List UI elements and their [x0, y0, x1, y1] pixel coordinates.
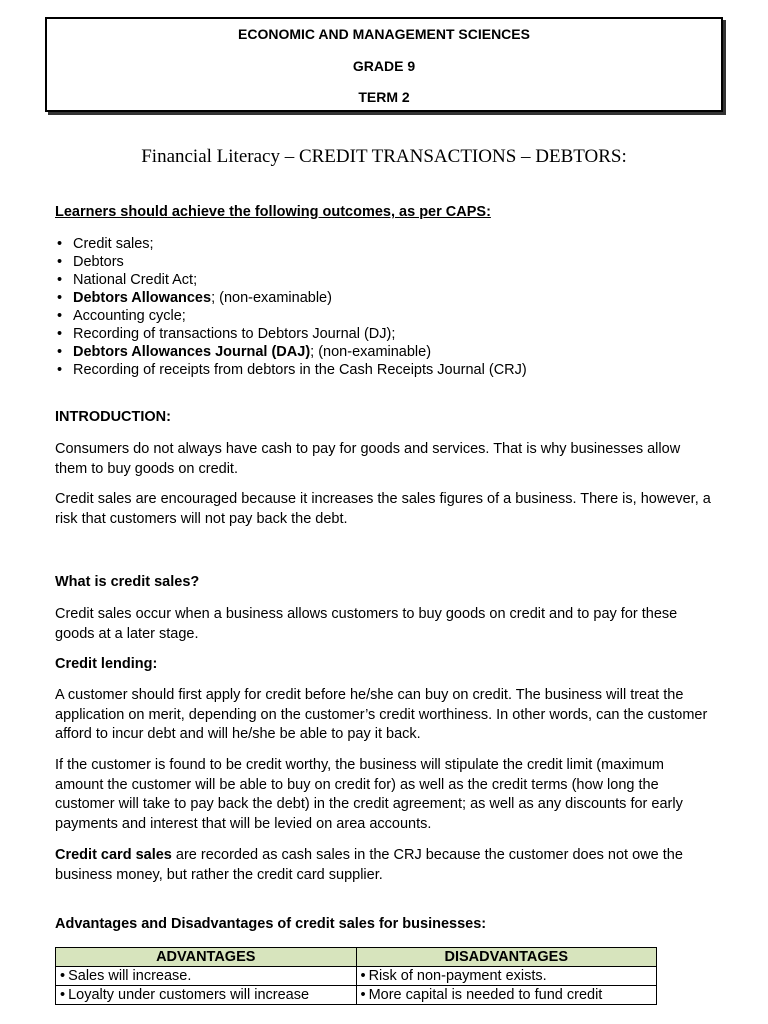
table-row: [56, 986, 657, 1005]
subject-heading: ECONOMIC AND MANAGEMENT SCIENCES: [238, 26, 530, 42]
outcome-item: • Recording of receipts from debtors in the Cash Receipts Journal (CRJ): [55, 361, 527, 379]
outcome-item: • Recording of transactions to Debtors Journal (DJ);: [55, 325, 527, 343]
introduction-paragraph-2: Credit sales are encouraged because it increases the sales figures of a business. There is, however, a risk that customers will not pay back the debt.: [55, 491, 711, 527]
outcome-item: • Accounting cycle;: [55, 307, 527, 325]
table-row: [56, 967, 657, 986]
outcomes-list: [55, 235, 527, 379]
introduction-paragraph-1: Consumers do not always have cash to pay for goods and services. That is why businesses allow them to buy goods on credit.: [55, 441, 681, 477]
page-title: Financial Literacy – CREDIT TRANSACTIONS – DEBTORS:: [141, 146, 627, 167]
disadvantages-column-header: DISADVANTAGES: [356, 948, 657, 967]
outcome-item: • Debtors Allowances Journal (DAJ); (non-examinable): [55, 343, 527, 361]
adv-disadv-heading: Advantages and Disadvantages of credit sales for businesses:: [55, 916, 487, 932]
disadvantage-cell: • Risk of non-payment exists.: [356, 967, 657, 986]
credit-lending-paragraph-2: If the customer is found to be credit worthy, the business will stipulate the credit limit (maximum amount the customer will be able to buy on credit for) as well as the credit terms (how long the customer will take to pay back the debt) in the credit agreement; as well as any discounts for early payments and interest that will be levied on area accounts.: [55, 757, 683, 832]
credit-sales-heading: What is credit sales?: [55, 574, 200, 590]
adv-disadv-table: [55, 947, 657, 1005]
header-box: [45, 17, 723, 112]
outcomes-heading: Learners should achieve the following outcomes, as per CAPS:: [55, 204, 491, 220]
advantage-cell: • Loyalty under customers will increase: [56, 986, 357, 1005]
grade-heading: GRADE 9: [352, 58, 416, 74]
outcome-item: • Credit sales;: [55, 235, 527, 253]
disadvantage-cell: • More capital is needed to fund credit: [356, 986, 657, 1005]
credit-card-term: Credit card sales: [55, 847, 172, 863]
introduction-heading: INTRODUCTION:: [55, 409, 171, 425]
outcome-item: • Debtors: [55, 253, 527, 271]
table-header-row: [56, 948, 657, 967]
outcome-item: • National Credit Act;: [55, 271, 527, 289]
credit-card-paragraph: Credit card sales are recorded as cash sales in the CRJ because the customer does not owe the business money, but rather the credit card supplier.: [55, 847, 683, 883]
credit-lending-heading: Credit lending:: [55, 656, 158, 672]
credit-lending-paragraph-1: A customer should first apply for credit before he/she can buy on credit. The business will treat the application on merit, depending on the customer’s credit worthiness. In other words, can the customer afford to incur debt and will he/she be able to pay it back.: [55, 687, 708, 742]
credit-sales-paragraph: Credit sales occur when a business allows customers to buy goods on credit and to pay for these goods at a later stage.: [55, 606, 678, 642]
advantages-column-header: ADVANTAGES: [56, 948, 357, 967]
term-heading: TERM 2: [358, 89, 410, 105]
outcome-item: • Debtors Allowances; (non-examinable): [55, 289, 527, 307]
advantage-cell: • Sales will increase.: [56, 967, 357, 986]
